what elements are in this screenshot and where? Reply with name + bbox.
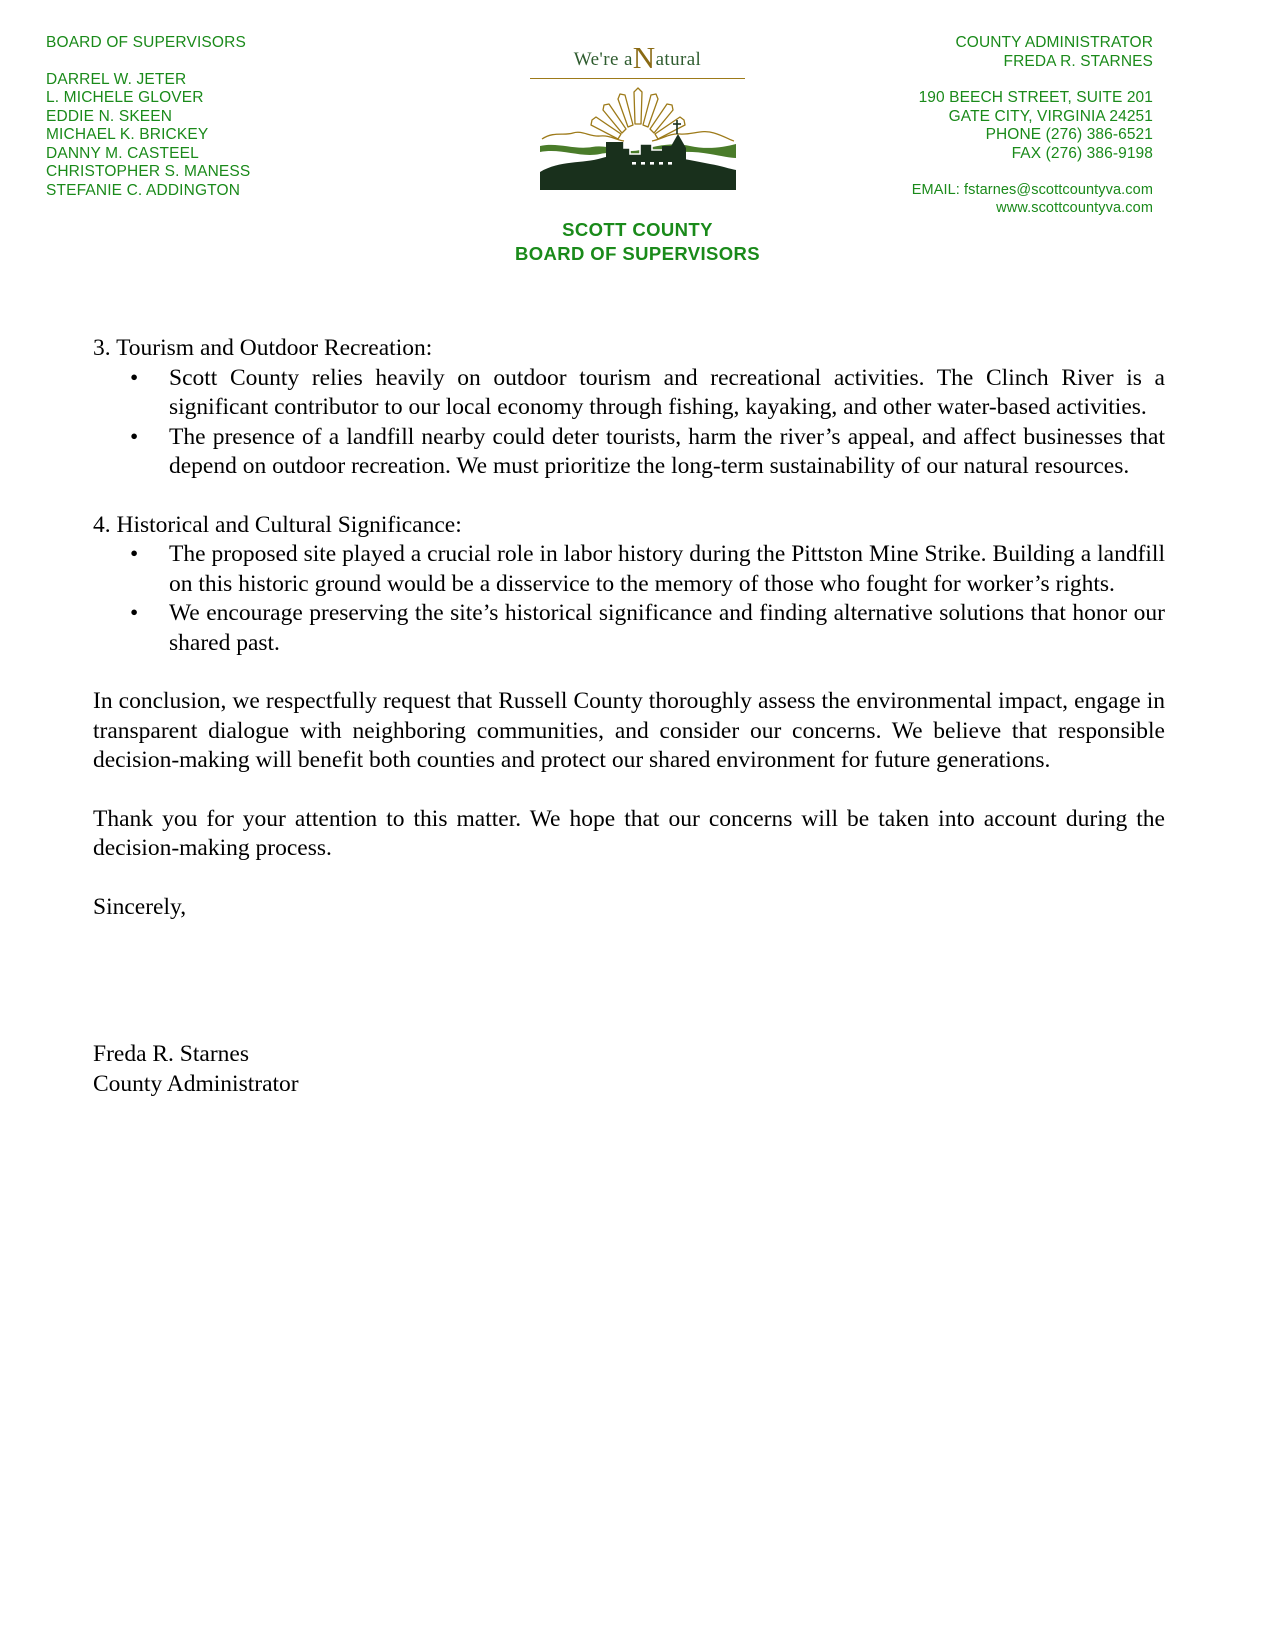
signature-title: County Administrator [93, 1070, 299, 1097]
conclusion-paragraph: In conclusion, we respectfully request that Russell County thoroughly assess the environmental impact, engage in transparent dialogue with neighboring communities, and consider our concerns. We believe that responsible decision-making will benefit both counties and protect our shared environment for future generations. [93, 688, 1165, 773]
website-url[interactable]: www.scottcountyva.com [996, 200, 1153, 216]
list-item: • We encourage preserving the site’s historical significance and finding alternative solutions that honor our shared past. [93, 599, 1165, 658]
board-member: STEFANIE C. ADDINGTON [46, 181, 241, 199]
logo-tagline-suffix: atural [655, 49, 702, 70]
board-member: DARREL W. JETER [46, 70, 187, 88]
logo-divider-rule [530, 78, 745, 80]
logo-tagline-text [530, 40, 745, 75]
section-spacer [93, 658, 1165, 687]
signature-block [93, 1040, 1165, 1099]
address-line-2: GATE CITY, VIRGINIA 24251 [948, 107, 1153, 125]
section-4-heading: 4. Historical and Cultural Significance: [93, 511, 462, 538]
logo-tagline-prefix: We're a [573, 49, 633, 70]
letterhead-center-title [0, 218, 1275, 266]
list-item: • The proposed site played a crucial role in labor history during the Pittston Mine Strike. Building a landfill on this historic ground would be a disservice to the memory of those who fought for worker’s rights. [93, 540, 1165, 599]
administrator-block [733, 34, 1153, 71]
board-member: CHRISTOPHER S. MANESS [46, 163, 251, 180]
list-item: • Scott County relies heavily on outdoor tourism and recreational activities. The Clinch River is a significant contributor to our local economy through fishing, kayaking, and other water-based activities. [93, 364, 1165, 423]
board-member: L. MICHELE GLOVER [46, 89, 204, 106]
section-3-bullet-list [93, 364, 1165, 482]
letterhead-right-column [733, 34, 1153, 217]
fax-number: FAX (276) 386-9198 [1011, 144, 1153, 162]
thanks-paragraph: Thank you for your attention to this matter. We hope that our concerns will be taken into account during the decision-making process. [93, 805, 1165, 861]
county-logo [508, 40, 768, 190]
phone-number: PHONE (276) 386-6521 [985, 126, 1153, 143]
board-of-supervisors-title: BOARD OF SUPERVISORS [46, 34, 246, 51]
signature-space [93, 922, 1165, 1040]
paragraph-spacer [93, 864, 1165, 893]
signature-name: Freda R. Starnes [93, 1041, 249, 1067]
section-4 [93, 511, 1165, 659]
board-member: MICHAEL K. BRICKEY [46, 126, 209, 143]
board-member: EDDIE N. SKEEN [46, 107, 173, 125]
paragraph-spacer [93, 776, 1165, 805]
list-item: • The presence of a landfill nearby could deter tourists, harm the river’s appeal, and affect businesses that depend on outdoor recreation. We must prioritize the long-term sustainability of our natural resources. [93, 423, 1165, 482]
address-line-1: 190 BEECH STREET, SUITE 201 [918, 89, 1153, 106]
section-4-bullet-list [93, 540, 1165, 658]
online-contact-block [733, 181, 1153, 217]
administrator-role: COUNTY ADMINISTRATOR [955, 34, 1153, 51]
logo-tagline [530, 40, 745, 78]
center-title-line-1: SCOTT COUNTY [562, 219, 713, 240]
letter-body [93, 334, 1165, 1099]
contact-block [733, 89, 1153, 163]
logo-tagline-initial: N [632, 40, 656, 75]
letterhead [0, 0, 1275, 275]
section-3-heading: 3. Tourism and Outdoor Recreation: [93, 335, 433, 361]
county-seal-illustration [540, 84, 736, 190]
center-title-line-2: BOARD OF SUPERVISORS [514, 243, 761, 264]
section-spacer [93, 482, 1165, 511]
closing-salutation: Sincerely, [93, 893, 187, 920]
letterhead-left-column [46, 34, 376, 200]
section-3 [93, 334, 1165, 482]
board-member: DANNY M. CASTEEL [46, 144, 199, 162]
email-address[interactable]: EMAIL: fstarnes@scottcountyva.com [911, 182, 1153, 198]
administrator-name: FREDA R. STARNES [1003, 52, 1153, 70]
